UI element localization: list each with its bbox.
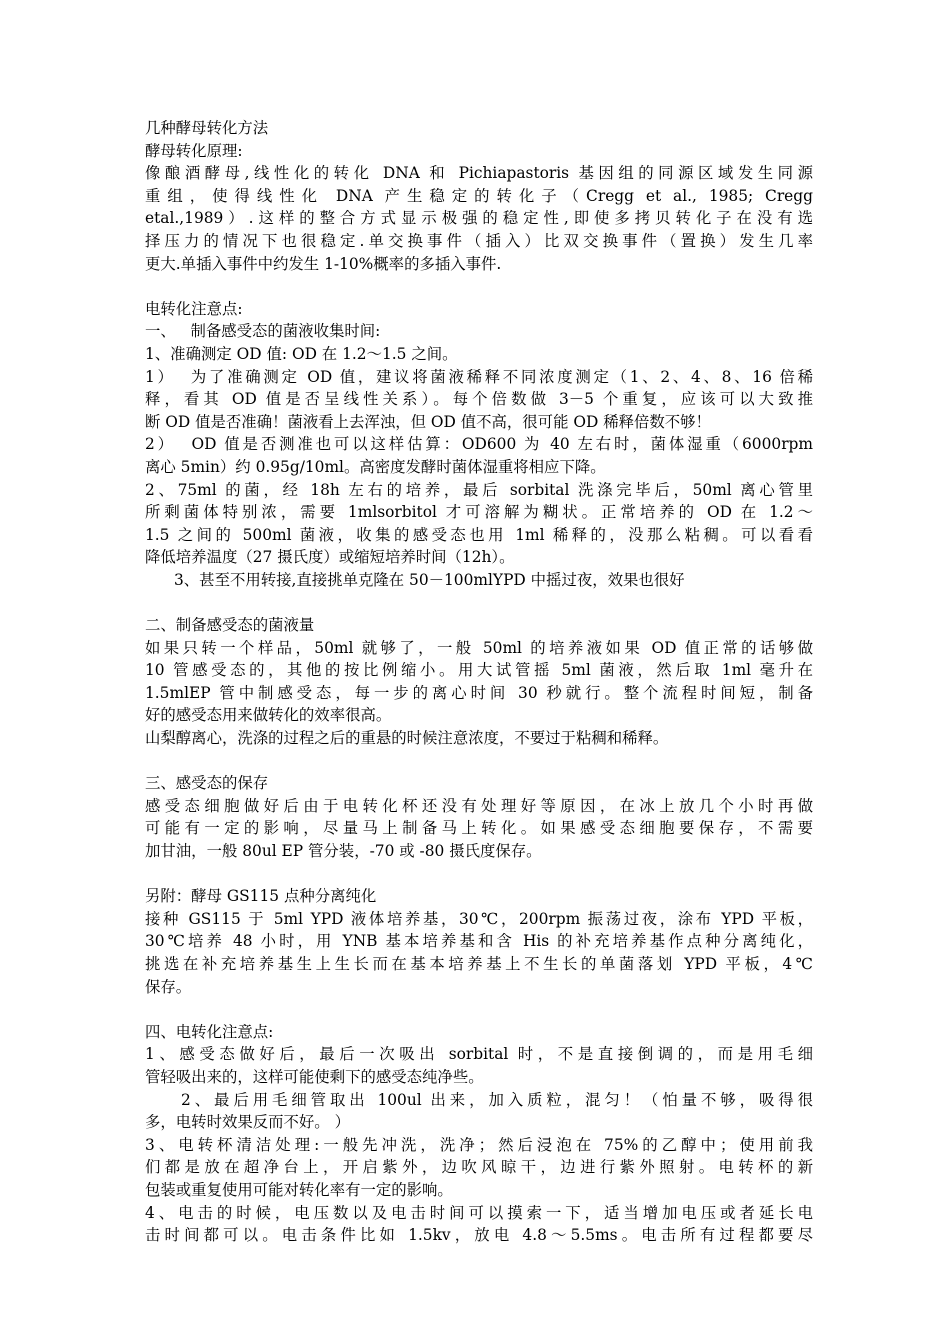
text-line: 降低培养温度（27 摄氏度）或缩短培养时间（12h）。	[145, 548, 515, 567]
text-line: 可能有一定的影响，尽量马上制备马上转化。如果感受态细胞要保存，不需要	[145, 819, 813, 838]
text-line: 如果只转一个样品，50ml 就够了，一般 50ml 的培养液如果 OD 值正常的话够做	[145, 638, 813, 657]
text-line: 1、准确测定 OD 值: OD 在 1.2～1.5 之间。	[145, 344, 458, 363]
blank-line	[145, 750, 813, 773]
text-line: 挑选在补充培养基生上生长而在基本培养基上不生长的单菌落划 YPD 平板，4℃	[145, 954, 813, 973]
text-line: 好的感受态用来做转化的效率很高。	[145, 706, 392, 725]
text-line: 山梨醇离心，洗涤的过程之后的重悬的时候注意浓度，不要过于粘稠和稀释。	[145, 729, 669, 748]
text-line: etal.,1989）.这样的整合方式显示极强的稳定性,即使多拷贝转化子在没有选	[145, 209, 813, 228]
subsection-heading: 一、 制备感受态的菌液收集时间:	[145, 322, 381, 341]
text-line: 2、75ml 的菌，经 18h 左右的培养，最后 sorbital 洗涤完毕后，50ml 离心管里	[145, 480, 813, 499]
text-line: 所剩菌体特别浓，需要 1mlsorbitol 才可溶解为糊状。正常培养的 OD 在 1.2～	[145, 503, 813, 522]
blank-line	[145, 275, 813, 298]
section-heading-principle: 酵母转化原理:	[145, 141, 243, 160]
text-line: 1.5mlEP 管中制感受态，每一步的离心时间 30 秒就行。整个流程时间短，制备	[145, 683, 813, 702]
text-line: 感受态细胞做好后由于电转化杯还没有处理好等原因，在冰上放几个小时再做	[145, 796, 813, 815]
text-line: 2、最后用毛细管取出 100ul 出来，加入质粒，混匀！（怕量不够，吸得很	[181, 1090, 813, 1109]
section-heading-gs115: 另附：酵母 GS115 点种分离纯化	[145, 887, 377, 906]
text-line: 多，电转时效果反而不好。 ）	[145, 1113, 350, 1132]
section-heading-electro-notes: 电转化注意点:	[145, 299, 243, 318]
section-heading-electro-notes-2: 四、电转化注意点:	[145, 1022, 274, 1041]
blank-line	[145, 863, 813, 886]
text-line: 包装或重复使用可能对转化率有一定的影响。	[145, 1180, 453, 1199]
text-line: 1.5 之间的 500ml 菌液，收集的感受态也用 1ml 稀释的，没那么粘稠。可以看看	[145, 525, 813, 544]
text-line: 管轻吸出来的，这样可能使剩下的感受态纯净些。	[145, 1067, 484, 1086]
text-line: 1、感受态做好后，最后一次吸出 sorbital 时，不是直接倒调的，而是用毛细	[145, 1045, 813, 1064]
text-line: 30℃培养 48 小时，用 YNB 基本培养基和含 His 的补充培养基作点种分离纯化，	[145, 932, 813, 951]
section-heading-culture-volume: 二、制备感受态的菌液量	[145, 616, 315, 635]
text-line: 2） OD 值是否测准也可以这样估算：OD600 为 40 左右时，菌体湿重（6000rpm	[145, 435, 813, 454]
text-line: 4、电击的时候，电压数以及电击时间可以摸索一下，适当增加电压或者延长电	[145, 1203, 813, 1222]
blank-line	[145, 998, 813, 1021]
text-line: 释，看其 OD 值是否呈线性关系）。每个倍数做 3－5 个重复，应该可以大致推	[145, 390, 813, 409]
text-line: 保存。	[145, 977, 192, 996]
text-line: 加甘油，一般 80ul EP 管分装，-70 或 -80 摄氏度保存。	[145, 842, 542, 860]
text-line: 们都是放在超净台上，开启紫外，边吹风晾干，边进行紫外照射。电转杯的新	[145, 1158, 813, 1177]
text-line: 像酿酒酵母,线性化的转化 DNA 和 Pichiapastoris 基因组的同源区域发生同源	[145, 164, 813, 183]
blank-line	[145, 591, 813, 614]
text-line: 3、甚至不用转接,直接挑单克隆在 50－100mlYPD 中摇过夜，效果也很好	[174, 570, 685, 589]
section-heading-storage: 三、感受态的保存	[145, 774, 269, 793]
text-line: 更大.单插入事件中约发生 1-10%概率的多插入事件.	[145, 254, 502, 273]
text-line: 10 管感受态的，其他的按比例缩小。用大试管摇 5ml 菌液，然后取 1ml 毫升在	[145, 661, 813, 680]
text-line: 择压力的情况下也很稳定.单交换事件（插入）比双交换事件（置换）发生几率	[145, 231, 813, 250]
text-line: 离心 5min）约 0.95g/10ml。高密度发酵时菌体湿重将相应下降。	[145, 457, 606, 476]
document-page	[145, 117, 813, 1247]
text-line: 1） 为了准确测定 OD 值，建议将菌液稀释不同浓度测定（1、2、4、8、16 倍稀	[145, 367, 813, 386]
text-line: 击时间都可以。电击条件比如 1.5kv，放电 4.8～5.5ms。电击所有过程都要尽	[145, 1226, 813, 1245]
text-line: 断 OD 值是否准确！菌液看上去浑浊，但 OD 值不高，很可能 OD 稀释倍数不够！	[145, 412, 711, 431]
document-title: 几种酵母转化方法	[145, 119, 269, 137]
text-line: 接种 GS115 于 5ml YPD 液体培养基，30℃，200rpm 振荡过夜，涂布 YPD 平板，	[145, 909, 813, 928]
text-line: 3、电转杯清洁处理:一般先冲洗，洗净；然后浸泡在 75%的乙醇中；使用前我	[145, 1135, 813, 1154]
text-line: 重组，使得线性化 DNA 产生稳定的转化子（Cregg et al., 1985; Cregg	[145, 186, 813, 205]
